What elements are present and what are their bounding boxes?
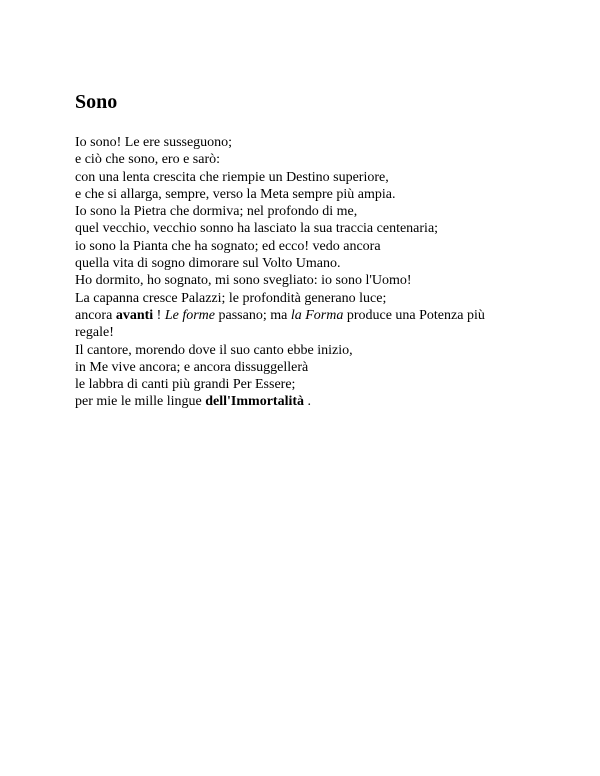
poem-line: e ciò che sono, ero e sarò: <box>75 152 220 168</box>
poem-line: quella vita di sogno dimorare sul Volto Umano. <box>75 256 341 272</box>
poem-line: e che si allarga, sempre, verso la Meta sempre più ampia. <box>75 186 396 202</box>
poem-line: io sono la Pianta che ha sognato; ed ecco! vedo ancora <box>75 238 381 254</box>
text-run: ! <box>153 307 165 323</box>
poem-line: quel vecchio, vecchio sonno ha lasciato la sua traccia centenaria; <box>75 221 439 237</box>
italic-text: la Forma <box>290 307 344 323</box>
poem-line: La capanna cresce Palazzi; le profondità generano luce; <box>75 290 387 306</box>
text-run: per mie le mille lingue <box>75 394 206 410</box>
poem-line-mixed <box>75 307 520 342</box>
poem-line: le labbra di canti più grandi Per Essere; <box>75 377 296 393</box>
poem-body <box>75 134 525 411</box>
bold-text: dell'Immortalità <box>205 394 305 410</box>
poem-line: con una lenta crescita che riempie un Destino superiore, <box>75 169 389 185</box>
text-run: produce una Potenza più regale! <box>75 307 485 341</box>
italic-text: Le forme <box>164 307 215 323</box>
poem-line: Io sono la Pietra che dormiva; nel profondo di me, <box>75 204 358 220</box>
poem-line-mixed <box>75 393 525 410</box>
poem-line: Ho dormito, ho sognato, mi sono svegliato: io sono l'Uomo! <box>75 273 412 289</box>
bold-text: avanti <box>115 307 154 323</box>
document-title: Sono <box>75 91 118 113</box>
text-run: passano; ma <box>215 307 291 323</box>
text-run: ancora <box>75 307 116 323</box>
poem-line: Il cantore, morendo dove il suo canto ebbe inizio, <box>75 342 353 358</box>
poem-line: Io sono! Le ere susseguono; <box>75 135 233 150</box>
poem-line: in Me vive ancora; e ancora dissuggellerà <box>75 359 309 375</box>
text-run: . <box>304 394 312 410</box>
